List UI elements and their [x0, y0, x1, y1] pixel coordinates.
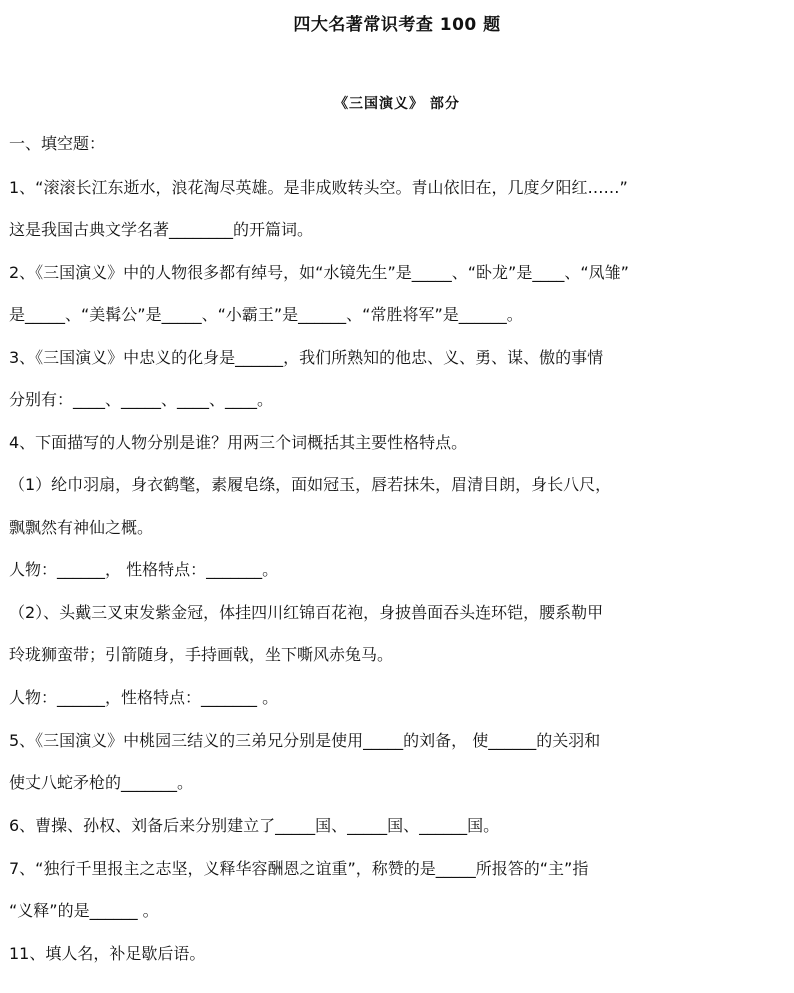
- question-4-prompt: 4、下面描写的人物分别是谁？用两三个词概括其主要性格特点。: [9, 433, 468, 452]
- question-7-line-1: 7、“独行千里报主之志坚，义释华容酬恩之谊重”，称赞的是_____所报答的“主”指: [9, 859, 589, 878]
- question-4-1-answer: 人物：______， 性格特点：_______。: [9, 560, 279, 579]
- question-4-2-answer: 人物：______，性格特点：_______ 。: [9, 688, 279, 707]
- question-4-1-line-1: （1）纶巾羽扇，身衣鹤氅，素履皂绦，面如冠玉，唇若抹朱，眉清目朗，身长八尺，: [9, 475, 612, 494]
- question-1-line-2: 这是我国古典文学名著________的开篇词。: [9, 220, 314, 239]
- question-6-line: 6、曹操、孙权、刘备后来分别建立了_____国、_____国、______国。: [9, 816, 500, 835]
- question-11-line: 11、填人名，补足歇后语。: [9, 944, 206, 963]
- question-5-line-1: 5、《三国演义》中桃园三结义的三弟兄分别是使用_____的刘备， 使______的关羽和: [9, 731, 601, 750]
- question-4-2-line-2: 玲珑狮蛮带；引箭随身，手持画戟，坐下嘶风赤兔马。: [9, 645, 394, 664]
- question-4-2-line-1: （2）、头戴三叉束发紫金冠，体挂四川红锦百花袍，身披兽面吞头连环铠，腰系勒甲: [9, 603, 604, 622]
- question-2-line-1: 2、《三国演义》中的人物很多都有绰号，如“水镜先生”是_____、“卧龙”是____、“凤雏”: [9, 263, 629, 282]
- question-1-line-1: 1、“滚滚长江东逝水，浪花淘尽英雄。是非成败转头空。青山依旧在，几度夕阳红……”: [9, 178, 628, 197]
- question-2-line-2: 是_____、“美髯公”是_____、“小霸王”是______、“常胜将军”是______。: [9, 305, 523, 324]
- question-3-line-1: 3、《三国演义》中忠义的化身是______，我们所熟知的他忠、义、勇、谋、傲的事情: [9, 348, 604, 367]
- document-title: 四大名著常识考查 100 题: [293, 15, 501, 35]
- question-5-line-2: 使丈八蛇矛枪的_______。: [9, 773, 194, 792]
- section-subtitle: 《三国演义》 部分: [334, 96, 460, 112]
- section-heading: 一、填空题：: [9, 134, 106, 153]
- question-4-1-line-2: 飘飘然有神仙之概。: [9, 518, 154, 537]
- question-7-line-2: “义释”的是______ 。: [9, 901, 159, 920]
- question-3-line-2: 分别有：____、_____、____、____。: [9, 390, 274, 409]
